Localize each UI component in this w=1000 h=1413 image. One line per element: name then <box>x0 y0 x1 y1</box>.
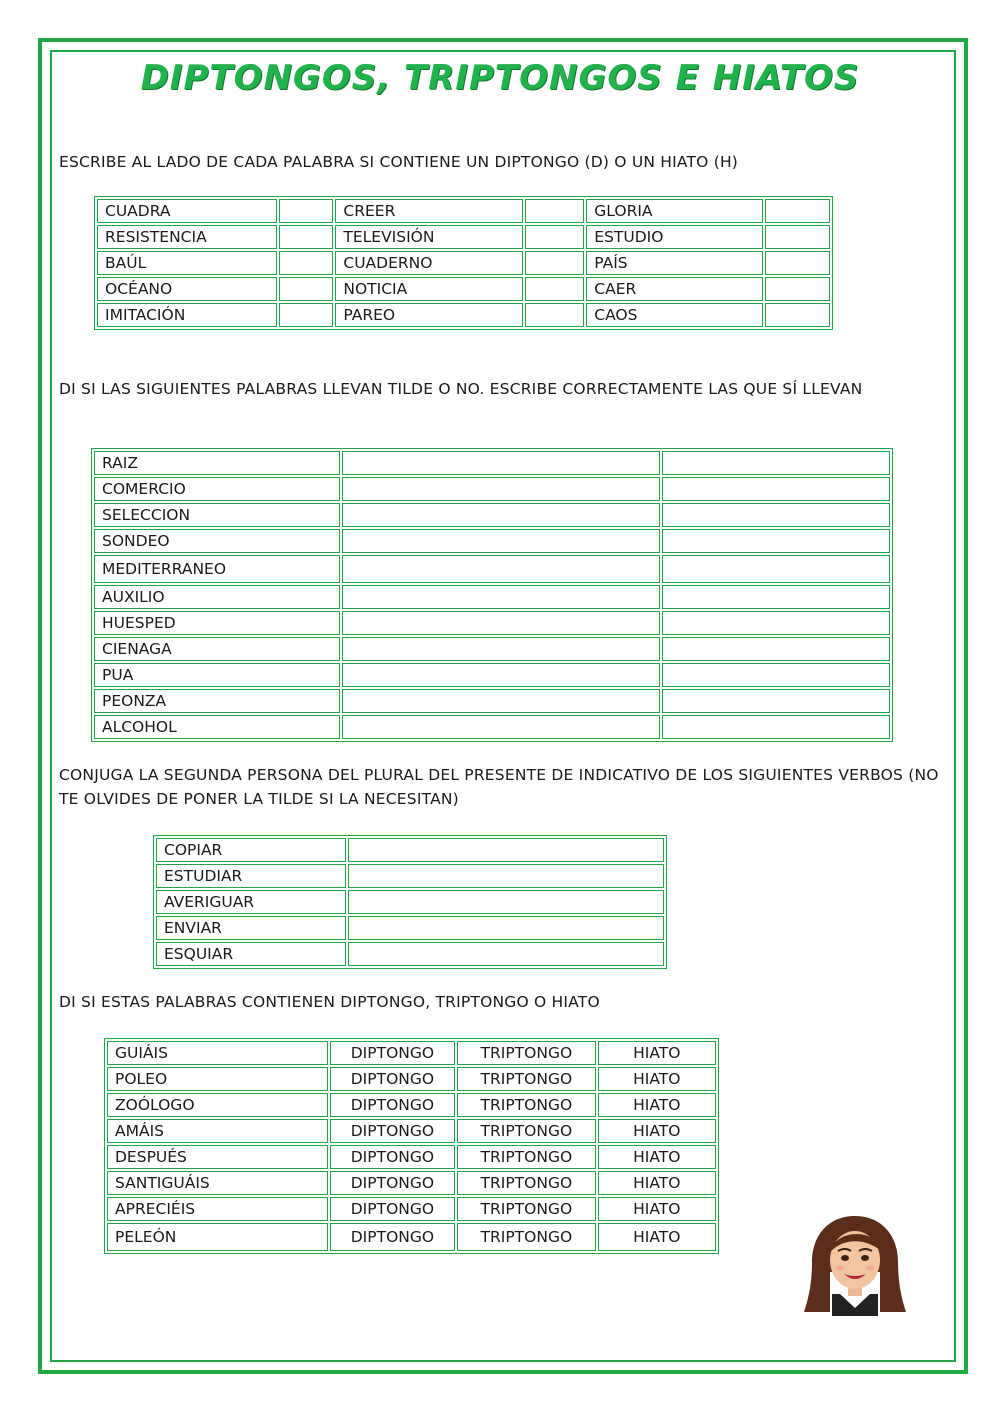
answer-cell[interactable] <box>662 555 890 583</box>
word-cell: BAÚL <box>97 251 277 275</box>
word-cell: RESISTENCIA <box>97 225 277 249</box>
verb-cell: ESTUDIAR <box>156 864 346 888</box>
answer-cell[interactable] <box>662 689 890 713</box>
word-cell: GLORIA <box>586 199 763 223</box>
table-row <box>156 890 664 914</box>
table-row <box>156 942 664 966</box>
option-diptongo[interactable]: DIPTONGO <box>330 1093 455 1117</box>
word-cell: NOTICIA <box>335 277 523 301</box>
table-row <box>107 1041 716 1065</box>
option-triptongo[interactable]: TRIPTONGO <box>457 1223 595 1251</box>
table-row <box>107 1223 716 1251</box>
word-cell: PAREO <box>335 303 523 327</box>
option-hiato[interactable]: HIATO <box>598 1171 716 1195</box>
table-row <box>107 1119 716 1143</box>
answer-cell[interactable] <box>765 277 830 301</box>
section3-instruction: CONJUGA LA SEGUNDA PERSONA DEL PLURAL DEL PRESENTE DE INDICATIVO DE LOS SIGUIENTES VERBOS (NO TE OLVIDES DE PONER LA TILDE SI LA NECESITAN) <box>59 766 939 808</box>
answer-cell[interactable] <box>342 585 660 609</box>
teacher-avatar <box>800 1212 910 1316</box>
word-cell: PEONZA <box>94 689 340 713</box>
section1-table <box>94 196 833 330</box>
option-hiato[interactable]: HIATO <box>598 1093 716 1117</box>
answer-cell[interactable] <box>348 838 664 862</box>
word-cell: CAER <box>586 277 763 301</box>
answer-cell[interactable] <box>342 529 660 553</box>
option-triptongo[interactable]: TRIPTONGO <box>457 1145 595 1169</box>
answer-cell[interactable] <box>348 890 664 914</box>
answer-cell[interactable] <box>662 529 890 553</box>
answer-cell[interactable] <box>662 637 890 661</box>
answer-cell[interactable] <box>279 199 333 223</box>
word-cell: TELEVISIÓN <box>335 225 523 249</box>
word-cell: SONDEO <box>94 529 340 553</box>
table-row <box>94 637 890 661</box>
verb-cell: AVERIGUAR <box>156 890 346 914</box>
section3-table <box>153 835 667 969</box>
section4-table <box>104 1038 719 1254</box>
answer-cell[interactable] <box>662 503 890 527</box>
table-row <box>156 838 664 862</box>
answer-cell[interactable] <box>525 199 584 223</box>
table-row <box>94 503 890 527</box>
word-cell: OCÉANO <box>97 277 277 301</box>
word-cell: PUA <box>94 663 340 687</box>
option-triptongo[interactable]: TRIPTONGO <box>457 1197 595 1221</box>
answer-cell[interactable] <box>342 611 660 635</box>
section2-instruction: DI SI LAS SIGUIENTES PALABRAS LLEVAN TILDE O NO. ESCRIBE CORRECTAMENTE LAS QUE SÍ LLEVAN <box>59 380 863 398</box>
table-row <box>94 585 890 609</box>
answer-cell[interactable] <box>342 637 660 661</box>
option-hiato[interactable]: HIATO <box>598 1197 716 1221</box>
table-row <box>97 277 830 301</box>
section1-instruction: ESCRIBE AL LADO DE CADA PALABRA SI CONTIENE UN DIPTONGO (D) O UN HIATO (H) <box>59 153 739 171</box>
option-hiato[interactable]: HIATO <box>598 1041 716 1065</box>
option-hiato[interactable]: HIATO <box>598 1119 716 1143</box>
section4-instruction: DI SI ESTAS PALABRAS CONTIENEN DIPTONGO, TRIPTONGO O HIATO <box>59 993 600 1011</box>
answer-cell[interactable] <box>342 555 660 583</box>
word-cell: AUXILIO <box>94 585 340 609</box>
option-diptongo[interactable]: DIPTONGO <box>330 1041 455 1065</box>
answer-cell[interactable] <box>342 663 660 687</box>
answer-cell[interactable] <box>525 225 584 249</box>
answer-cell[interactable] <box>662 715 890 739</box>
word-cell: CIENAGA <box>94 637 340 661</box>
table-row <box>107 1067 716 1091</box>
word-cell: CAOS <box>586 303 763 327</box>
option-triptongo[interactable]: TRIPTONGO <box>457 1119 595 1143</box>
option-triptongo[interactable]: TRIPTONGO <box>457 1171 595 1195</box>
option-diptongo[interactable]: DIPTONGO <box>330 1067 455 1091</box>
table-row <box>156 864 664 888</box>
table-row <box>97 251 830 275</box>
table-row <box>94 611 890 635</box>
word-cell: GUIÁIS <box>107 1041 328 1065</box>
table-row <box>107 1093 716 1117</box>
answer-cell[interactable] <box>765 225 830 249</box>
word-cell: AMÁIS <box>107 1119 328 1143</box>
table-row <box>94 451 890 475</box>
answer-cell[interactable] <box>662 585 890 609</box>
word-cell: IMITACIÓN <box>97 303 277 327</box>
table-row <box>97 225 830 249</box>
answer-cell[interactable] <box>525 303 584 327</box>
answer-cell[interactable] <box>279 251 333 275</box>
word-cell: SANTIGUÁIS <box>107 1171 328 1195</box>
answer-cell[interactable] <box>342 451 660 475</box>
answer-cell[interactable] <box>348 864 664 888</box>
answer-cell[interactable] <box>279 225 333 249</box>
answer-cell[interactable] <box>348 942 664 966</box>
answer-cell[interactable] <box>662 663 890 687</box>
option-triptongo[interactable]: TRIPTONGO <box>457 1041 595 1065</box>
answer-cell[interactable] <box>525 277 584 301</box>
word-cell: CREER <box>335 199 523 223</box>
option-hiato[interactable]: HIATO <box>598 1067 716 1091</box>
answer-cell[interactable] <box>342 689 660 713</box>
option-diptongo[interactable]: DIPTONGO <box>330 1171 455 1195</box>
table-row <box>94 715 890 739</box>
word-cell: COMERCIO <box>94 477 340 501</box>
answer-cell[interactable] <box>279 303 333 327</box>
word-cell: PAÍS <box>586 251 763 275</box>
answer-cell[interactable] <box>342 477 660 501</box>
verb-cell: COPIAR <box>156 838 346 862</box>
answer-cell[interactable] <box>765 251 830 275</box>
answer-cell[interactable] <box>279 277 333 301</box>
answer-cell[interactable] <box>342 715 660 739</box>
word-cell: APRECIÉIS <box>107 1197 328 1221</box>
option-hiato[interactable]: HIATO <box>598 1145 716 1169</box>
option-hiato[interactable]: HIATO <box>598 1223 716 1251</box>
answer-cell[interactable] <box>765 303 830 327</box>
answer-cell[interactable] <box>662 611 890 635</box>
verb-cell: ENVIAR <box>156 916 346 940</box>
option-triptongo[interactable]: TRIPTONGO <box>457 1093 595 1117</box>
answer-cell[interactable] <box>342 503 660 527</box>
option-diptongo[interactable]: DIPTONGO <box>330 1145 455 1169</box>
word-cell: CUADERNO <box>335 251 523 275</box>
word-cell: PELEÓN <box>107 1223 328 1251</box>
table-row <box>94 663 890 687</box>
table-row <box>107 1145 716 1169</box>
answer-cell[interactable] <box>662 451 890 475</box>
word-cell: CUADRA <box>97 199 277 223</box>
answer-cell[interactable] <box>765 199 830 223</box>
table-row <box>94 555 890 583</box>
answer-cell[interactable] <box>662 477 890 501</box>
table-row <box>107 1171 716 1195</box>
word-cell: MEDITERRANEO <box>94 555 340 583</box>
table-row <box>97 199 830 223</box>
word-cell: ESTUDIO <box>586 225 763 249</box>
word-cell: ZOÓLOGO <box>107 1093 328 1117</box>
word-cell: SELECCION <box>94 503 340 527</box>
table-row <box>97 303 830 327</box>
word-cell: POLEO <box>107 1067 328 1091</box>
table-row <box>156 916 664 940</box>
verb-cell: ESQUIAR <box>156 942 346 966</box>
answer-cell[interactable] <box>525 251 584 275</box>
option-diptongo[interactable]: DIPTONGO <box>330 1119 455 1143</box>
word-cell: DESPUÉS <box>107 1145 328 1169</box>
table-row <box>94 529 890 553</box>
answer-cell[interactable] <box>348 916 664 940</box>
worksheet-title: DIPTONGOS, TRIPTONGOS E HIATOS <box>140 58 860 98</box>
word-cell: HUESPED <box>94 611 340 635</box>
word-cell: ALCOHOL <box>94 715 340 739</box>
table-row <box>94 689 890 713</box>
table-row <box>107 1197 716 1221</box>
word-cell: RAIZ <box>94 451 340 475</box>
option-triptongo[interactable]: TRIPTONGO <box>457 1067 595 1091</box>
table-row <box>94 477 890 501</box>
option-diptongo[interactable]: DIPTONGO <box>330 1197 455 1221</box>
option-diptongo[interactable]: DIPTONGO <box>330 1223 455 1251</box>
section2-table <box>91 448 893 742</box>
